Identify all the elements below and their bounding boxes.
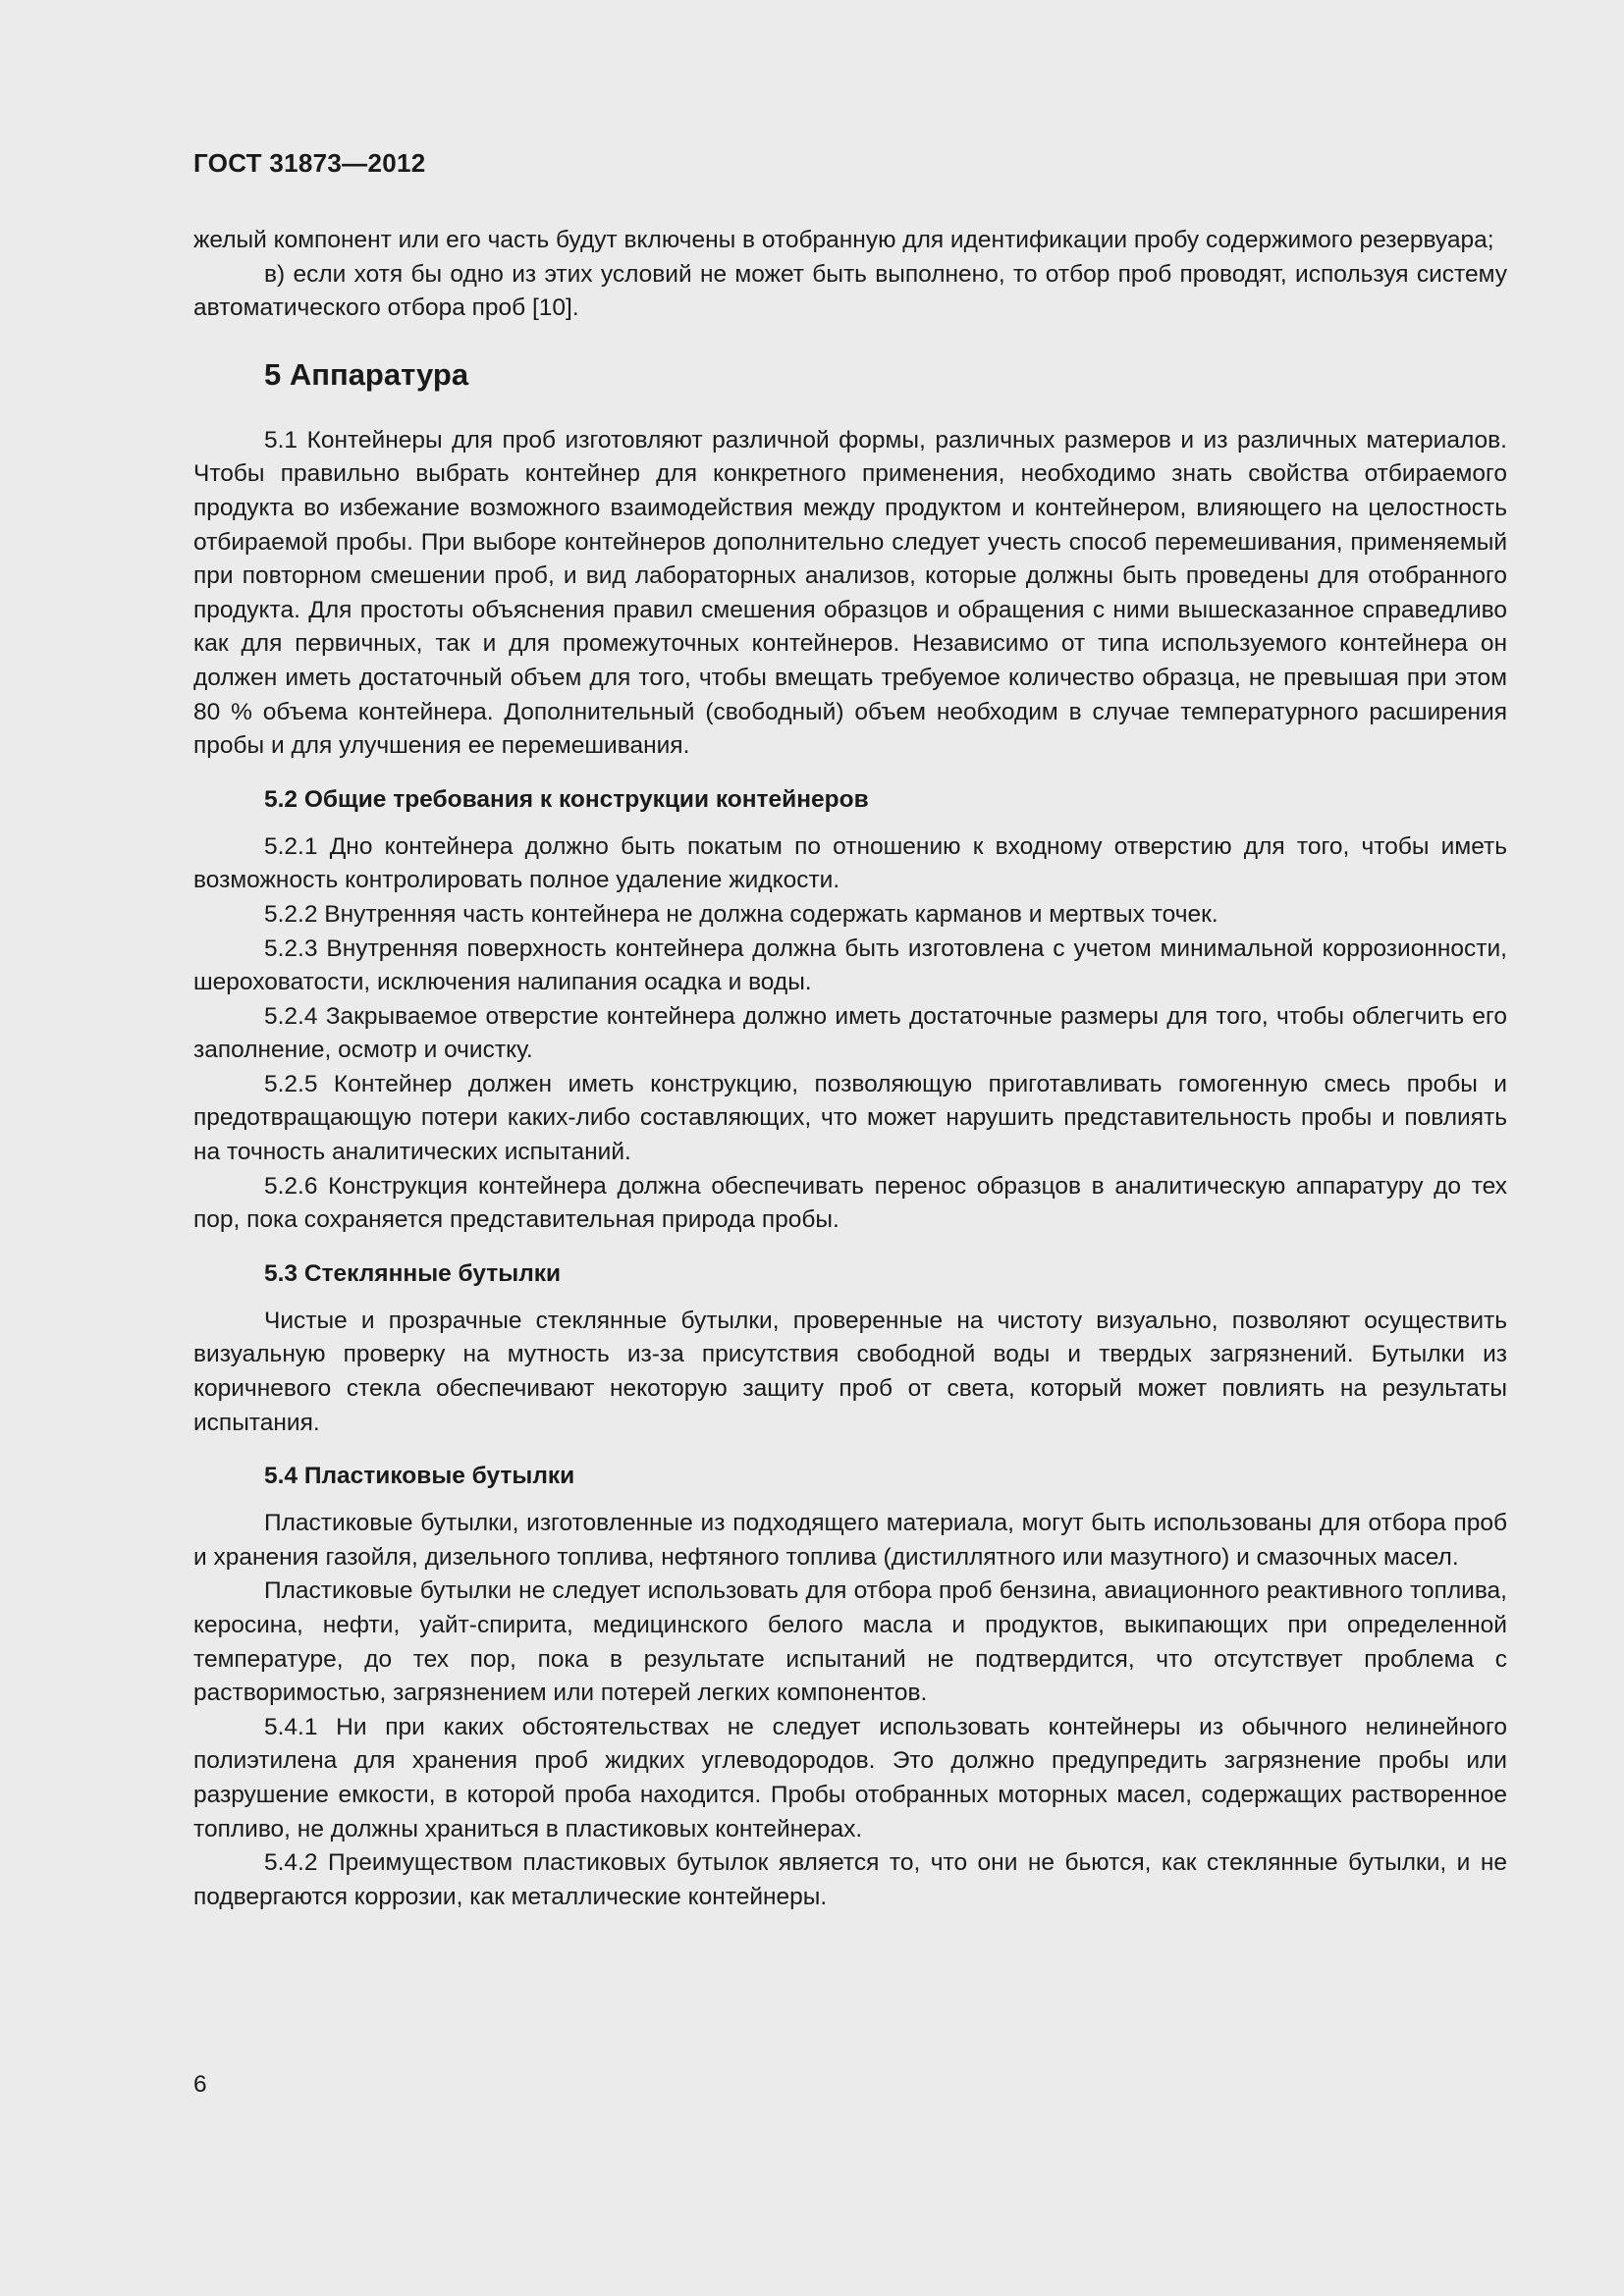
paragraph-5-4-a: Пластиковые бутылки, изготовленные из подходящего материала, могут быть использованы для отбора проб и хранения газойля, дизельного топлива, нефтяного топлива (дистиллятного или мазутного) и смазочных масел. <box>193 1510 1507 1571</box>
document-code-header: ГОСТ 31873—2012 <box>193 148 426 178</box>
document-body <box>193 224 1507 1914</box>
paragraph-5-4-1: 5.4.1 Ни при каких обстоятельствах не следует использовать контейнеры из обычного нелинейного полиэтилена для хранения проб жидких углеводородов. Это должно предупредить загрязнение пробы или разрушение емкости, в которой проба находится. Пробы отобранных моторных масел, содержащих растворенное топливо, не должны храниться в пластиковых контейнерах. <box>193 1713 1507 1842</box>
paragraph-5-4-2: 5.4.2 Преимуществом пластиковых бутылок является то, что они не бьются, как стеклянные бутылки, и не подвергаются коррозии, как металлические контейнеры. <box>193 1849 1507 1910</box>
section-5-2-heading: 5.2 Общие требования к конструкции контейнеров <box>264 785 869 813</box>
paragraph-5-2-6: 5.2.6 Конструкция контейнера должна обеспечивать перенос образцов в аналитическую аппаратуру до тех пор, пока сохраняется представительная природа пробы. <box>193 1172 1507 1234</box>
paragraph-intro-item-v: в) если хотя бы одно из этих условий не может быть выполнено, то отбор проб проводят, используя систему автоматического отбора проб [10]. <box>193 260 1507 322</box>
section-5-heading: 5 Аппаратура <box>264 356 469 392</box>
paragraph-5-4-b: Пластиковые бутылки не следует использовать для отбора проб бензина, авиационного реактивного топлива, керосина, нефти, уайт-спирита, медицинского белого масла и продуктов, выкипающих при определенной температуре, до тех пор, пока в результате испытаний не подтвердится, что отсутствует проблема с растворимостью, загрязнением или потерей легких компонентов. <box>193 1577 1507 1707</box>
paragraph-5-2-5: 5.2.5 Контейнер должен иметь конструкцию, позволяющую приготавливать гомогенную смесь пробы и предотвращающую потери каких-либо составляющих, что может нарушить представительность пробы и повлиять на точность аналитических испытаний. <box>193 1070 1507 1166</box>
paragraph-5-2-4: 5.2.4 Закрываемое отверстие контейнера должно иметь достаточные размеры для того, чтобы облегчить его заполнение, осмотр и очистку. <box>193 1002 1507 1064</box>
section-5-3-heading: 5.3 Стеклянные бутылки <box>264 1259 562 1287</box>
paragraph-intro-continuation: желый компонент или его часть будут включены в отобранную для идентификации пробу содержимого резервуара; <box>193 227 1494 253</box>
paragraph-5-2-1: 5.2.1 Дно контейнера должно быть покатым по отношению к входному отверстию для того, чтобы иметь возможность контролировать полное удаление жидкости. <box>193 832 1507 894</box>
paragraph-5-2-3: 5.2.3 Внутренняя поверхность контейнера должна быть изготовлена с учетом минимальной коррозионности, шероховатости, исключения налипания осадка и воды. <box>193 934 1507 996</box>
paragraph-5-2-2: 5.2.2 Внутренняя часть контейнера не должна содержать карманов и мертвых точек. <box>264 900 1218 928</box>
document-page <box>193 0 1507 2296</box>
section-5-4-heading: 5.4 Пластиковые бутылки <box>264 1463 575 1490</box>
page-number: 6 <box>193 2071 207 2098</box>
paragraph-5-1: 5.1 Контейнеры для проб изготовляют различной формы, различных размеров и из различных материалов. Чтобы правильно выбрать контейнер для конкретного применения, необходимо знать свойства отбираемого продукта во избежание возможного взаимодействия между продуктом и контейнером, влияющего на целостность отбираемой пробы. При выборе контейнеров дополнительно следует учесть способ перемешивания, применяемый при повторном смешении проб, и вид лабораторных анализов, которые должны быть проведены для отобранного продукта. Для простоты объяснения правил смешения образцов и обращения с ними вышесказанное справедливо как для первичных, так и для промежуточных контейнеров. Независимо от типа используемого контейнера он должен иметь достаточный объем для того, чтобы вмещать требуемое количество образца, не превышая при этом 80 % объема контейнера. Дополнительный (свободный) объем необходим в случае температурного расширения пробы и для улучшения ее перемешивания. <box>193 426 1507 760</box>
paragraph-5-3: Чистые и прозрачные стеклянные бутылки, проверенные на чистоту визуально, позволяют осуществить визуальную проверку на мутность из-за присутствия свободной воды и твердых загрязнений. Бутылки из коричневого стекла обеспечивают некоторую защиту проб от света, который может повлиять на результаты испытания. <box>193 1307 1507 1436</box>
